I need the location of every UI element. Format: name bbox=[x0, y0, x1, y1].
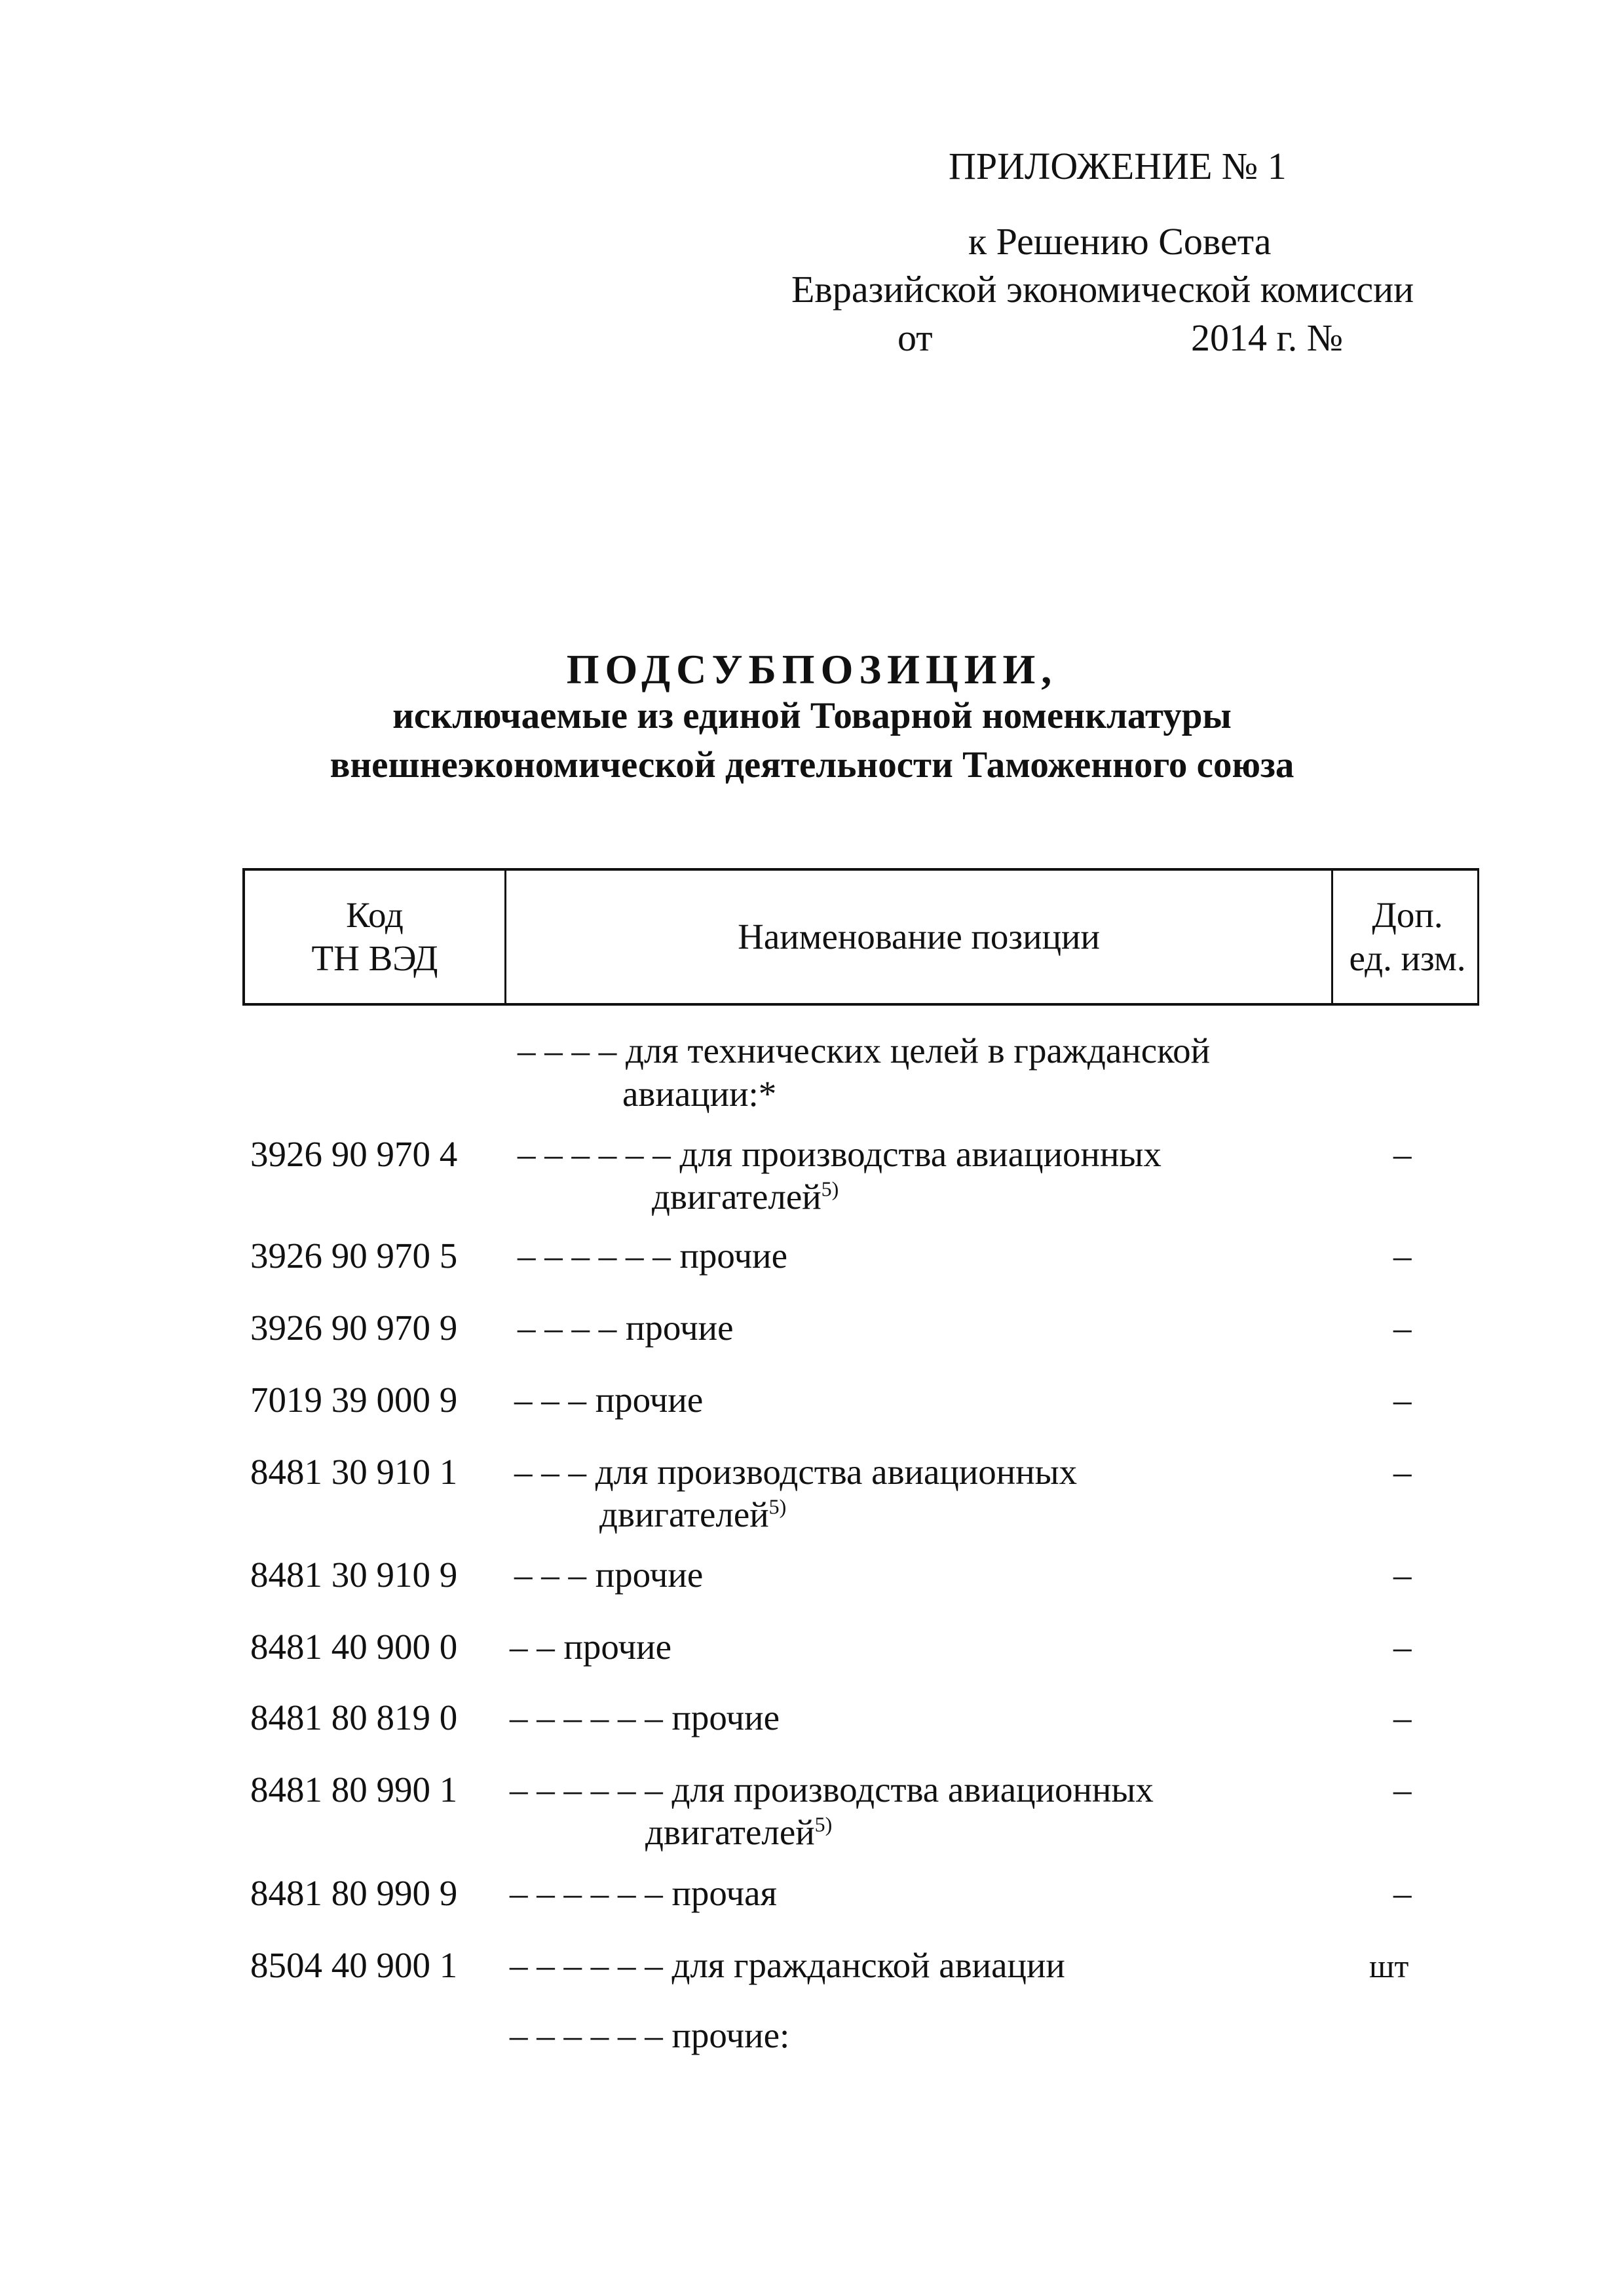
table-row-name: – – – – – – для производства авиационных bbox=[518, 1134, 1161, 1174]
table-row-name-cont: двигателей$^{5)}$ bbox=[652, 1177, 839, 1217]
table-row-unit: – bbox=[1393, 1452, 1412, 1492]
table-row-name: – – – – – – прочая bbox=[510, 1873, 777, 1913]
table-row-unit: – bbox=[1393, 1698, 1412, 1737]
table-row-name: – – – – – – прочие: bbox=[510, 2015, 790, 2055]
table-row-name: – – – – – – для производства авиационных bbox=[510, 1770, 1154, 1810]
table-row-unit: – bbox=[1393, 1134, 1412, 1174]
table-row-name-cont: двигателей$^{5)}$ bbox=[645, 1812, 833, 1852]
table-row-code: 3926 90 970 4 bbox=[250, 1134, 458, 1174]
header-unit-cell bbox=[1331, 871, 1482, 1003]
table-row-name: – – – – для технических целей в гражданской bbox=[518, 1031, 1211, 1071]
table-row-unit: – bbox=[1393, 1555, 1412, 1595]
appendix-year-number: 2014 г. № bbox=[1191, 316, 1344, 359]
table-row-code: 8481 80 990 1 bbox=[250, 1770, 458, 1810]
header-name-label: Наименование позиции bbox=[738, 917, 1100, 957]
table-row-unit: – bbox=[1393, 1627, 1412, 1667]
table-row-name-cont: двигателей$^{5)}$ bbox=[599, 1494, 787, 1534]
table-row-name: – – – прочие bbox=[514, 1555, 704, 1595]
table-row-code: 8481 80 819 0 bbox=[250, 1698, 458, 1737]
header-code-cell bbox=[245, 871, 504, 1003]
table-row-unit: – bbox=[1393, 1873, 1412, 1913]
table-row-code: 8481 30 910 9 bbox=[250, 1555, 458, 1595]
appendix-commission-line: Евразийской экономической комиссии bbox=[791, 268, 1414, 311]
table-row-name: – – – – – – для гражданской авиации bbox=[510, 1945, 1065, 1985]
appendix-number: ПРИЛОЖЕНИЕ № 1 bbox=[949, 145, 1287, 187]
table-row-unit: – bbox=[1393, 1308, 1412, 1348]
table-row-name: – – – – прочие bbox=[518, 1308, 734, 1348]
table-row-unit: – bbox=[1393, 1380, 1412, 1420]
table-row-name: – – прочие bbox=[510, 1627, 672, 1667]
table-row-unit: – bbox=[1393, 1236, 1412, 1276]
header-unit-line2: ед. изм. bbox=[1349, 938, 1466, 978]
table-header bbox=[242, 868, 1479, 1006]
table-row-name: – – – – – – прочие bbox=[510, 1698, 780, 1737]
appendix-from-label: от bbox=[897, 316, 933, 359]
table-row-code: 3926 90 970 9 bbox=[250, 1308, 458, 1348]
table-row-unit: – bbox=[1393, 1770, 1412, 1810]
table-row-name: – – – – – – прочие bbox=[518, 1236, 788, 1276]
table-row-code: 8481 40 900 0 bbox=[250, 1627, 458, 1667]
table-row-code: 3926 90 970 5 bbox=[250, 1236, 458, 1276]
appendix-decision-line: к Решению Совета bbox=[968, 220, 1272, 263]
document-subtitle-line2: внешнеэкономической деятельности Таможенного союза bbox=[330, 744, 1294, 786]
document-title: ПОДСУБПОЗИЦИИ, bbox=[566, 646, 1058, 692]
header-unit-line1: Доп. bbox=[1372, 895, 1443, 935]
table-row-code: 7019 39 000 9 bbox=[250, 1380, 458, 1420]
table-row-name: – – – прочие bbox=[514, 1380, 704, 1420]
header-code-line1: Код bbox=[346, 895, 404, 935]
table-row-name-cont: авиации:* bbox=[622, 1074, 777, 1114]
table-row-name: – – – для производства авиационных bbox=[514, 1452, 1078, 1492]
table-row-unit: шт bbox=[1369, 1948, 1409, 1984]
table-row-code: 8481 80 990 9 bbox=[250, 1873, 458, 1913]
header-name-cell bbox=[504, 871, 1331, 1003]
header-code-line2: ТН ВЭД bbox=[311, 938, 438, 978]
table-row-code: 8481 30 910 1 bbox=[250, 1452, 458, 1492]
table-row-code: 8504 40 900 1 bbox=[250, 1945, 458, 1985]
document-subtitle-line1: исключаемые из единой Товарной номенклатуры bbox=[392, 695, 1232, 736]
